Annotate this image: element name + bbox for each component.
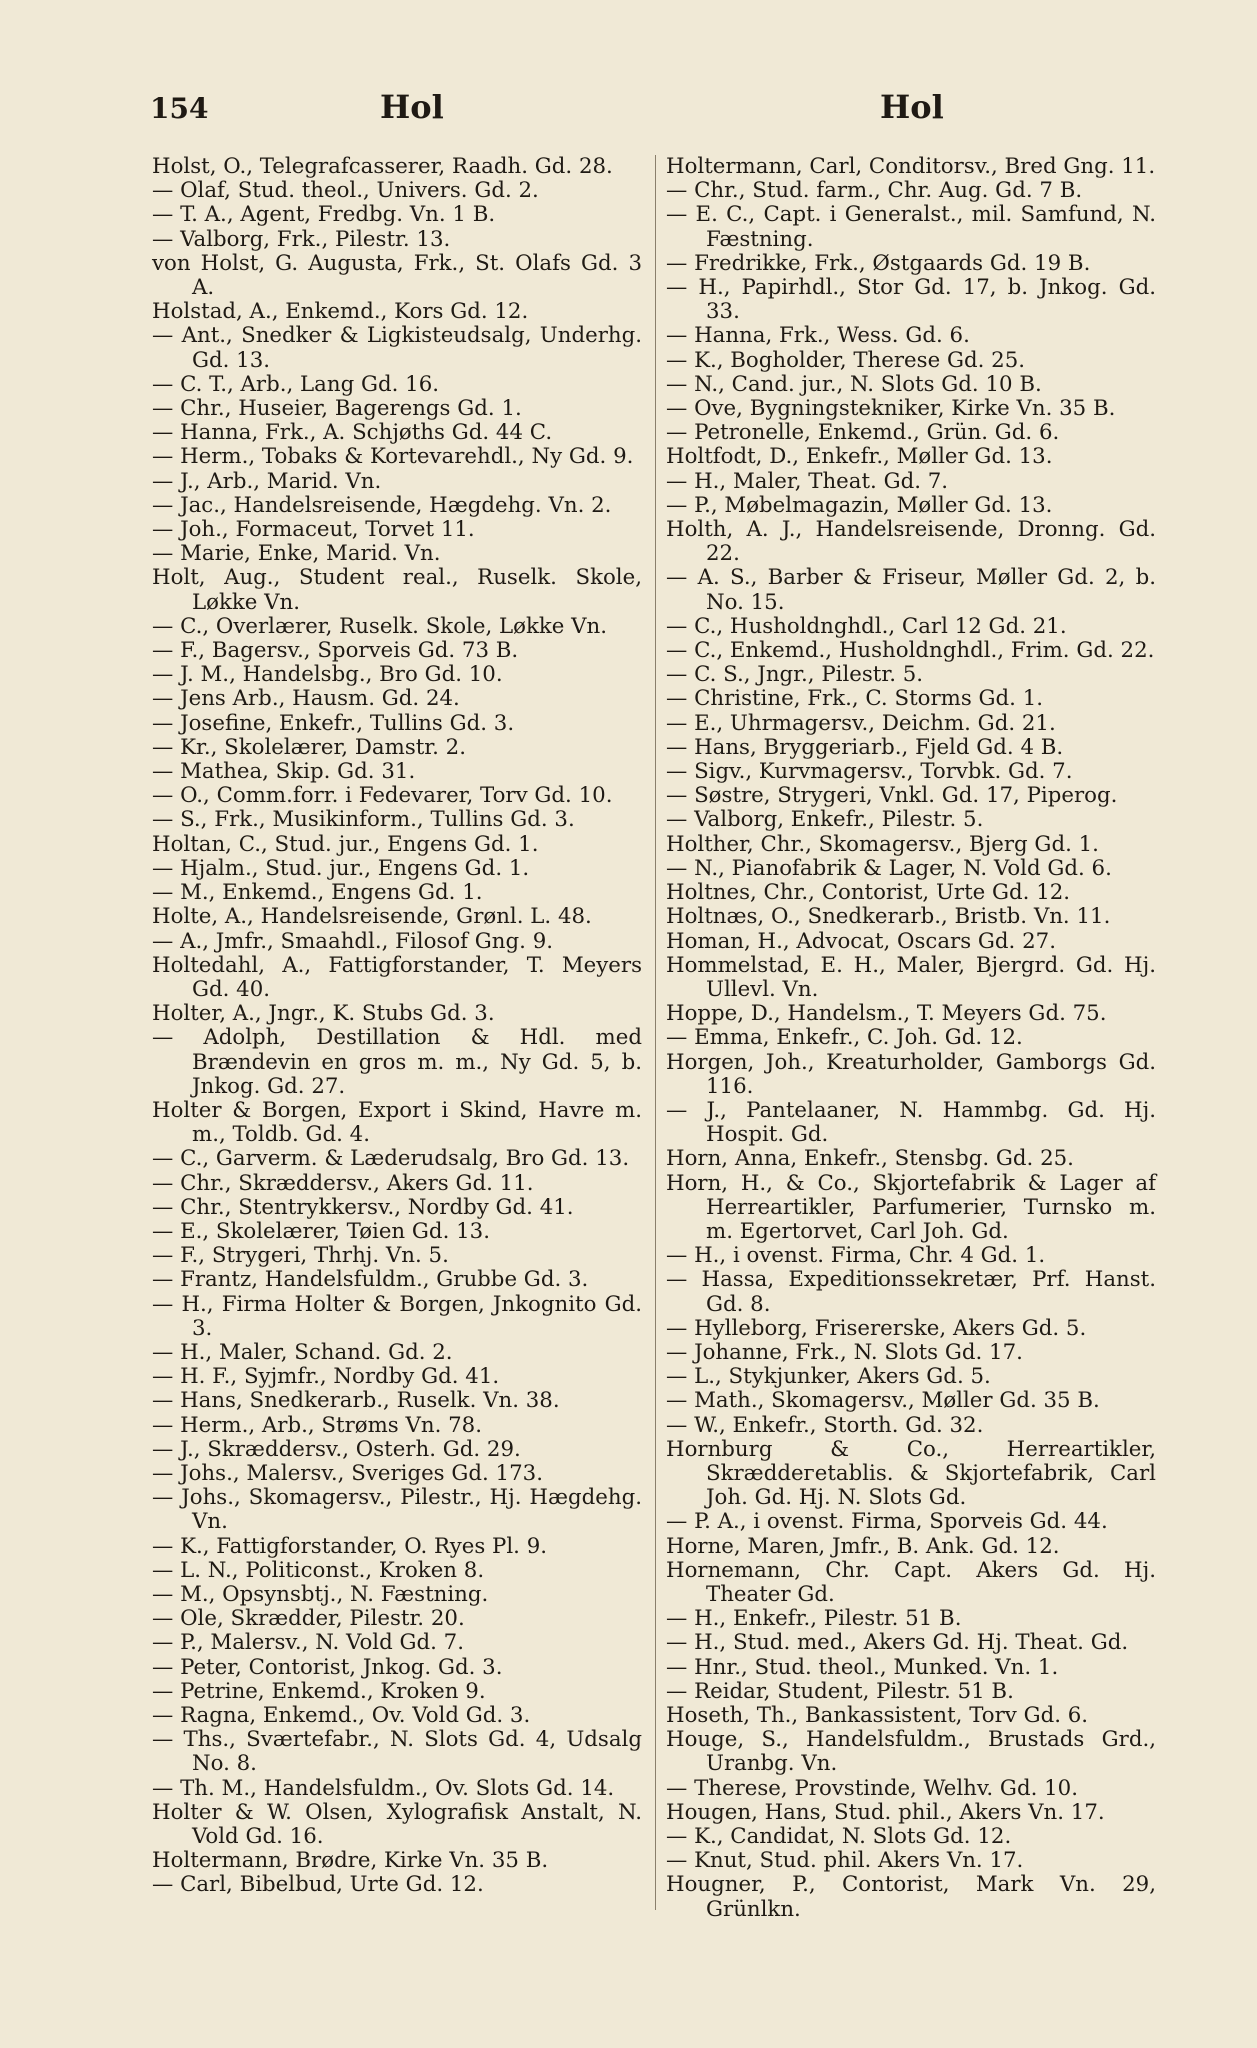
directory-entry: — P., Malersv., N. Vold Gd. 7. — [152, 1630, 465, 1656]
directory-entry: — Fredrikke, Frk., Østgaards Gd. 19 B. — [666, 250, 1091, 276]
directory-entry: Hornemann, Chr. Capt. Akers Gd. Hj. Theater Gd. — [666, 1557, 1156, 1607]
directory-entry: — M., Opsynsbtj., N. Fæstning. — [152, 1581, 489, 1607]
directory-entry: — S., Frk., Musikinform., Tullins Gd. 3. — [152, 807, 575, 833]
directory-entry: — Therese, Provstinde, Welhv. Gd. 10. — [666, 1775, 1078, 1801]
directory-entry: Horn, H., & Co., Skjortefabrik & Lager af Herreartikler, Parfumerier, Turnsko m. m. Egertorvet, Carl Joh. Gd. — [666, 1170, 1156, 1244]
directory-entry: — Herm., Tobaks & Kortevarehdl., Ny Gd. 9. — [152, 444, 634, 470]
running-head-right: Hol — [880, 88, 944, 126]
directory-entry: — E. C., Capt. i Generalst., mil. Samfund, N. Fæstning. — [666, 202, 1156, 252]
right-column — [666, 155, 1156, 1922]
directory-entry: — N., Pianofabrik & Lager, N. Vold Gd. 6. — [666, 855, 1112, 881]
directory-entry: — Valborg, Enkefr., Pilestr. 5. — [666, 807, 984, 833]
directory-entry: — O., Comm.forr. i Fedevarer, Torv Gd. 10. — [152, 783, 613, 809]
directory-entry: Holther, Chr., Skomagersv., Bjerg Gd. 1. — [666, 831, 1099, 857]
directory-entry: — H., Maler, Schand. Gd. 2. — [152, 1339, 453, 1365]
directory-entry: — H., Maler, Theat. Gd. 7. — [666, 468, 949, 494]
directory-entry: — H. F., Syjmfr., Nordby Gd. 41. — [152, 1364, 500, 1390]
directory-entry: — Johs., Skomagersv., Pilestr., Hj. Hægdehg. Vn. — [152, 1485, 642, 1535]
directory-entry: — E., Skolelærer, Tøien Gd. 13. — [152, 1218, 490, 1244]
directory-entry: — Christine, Frk., C. Storms Gd. 1. — [666, 686, 1044, 712]
directory-entry: — Chr., Stentrykkersv., Nordby Gd. 41. — [152, 1194, 574, 1220]
directory-entry: — Jens Arb., Hausm. Gd. 24. — [152, 686, 460, 712]
directory-entry: — Hanna, Frk., A. Schjøths Gd. 44 C. — [152, 420, 553, 446]
directory-entry: — J., Arb., Marid. Vn. — [152, 468, 382, 494]
directory-entry: Holtfodt, D., Enkefr., Møller Gd. 13. — [666, 444, 1053, 470]
directory-entry: — F., Strygeri, Thrhj. Vn. 5. — [152, 1243, 449, 1269]
directory-entry: — H., Papirhdl., Stor Gd. 17, b. Jnkog. Gd. 33. — [666, 275, 1156, 325]
directory-entry: — Olaf, Stud. theol., Univers. Gd. 2. — [152, 178, 539, 204]
directory-entry: — Hassa, Expeditionssekretær, Prf. Hanst. Gd. 8. — [666, 1267, 1156, 1317]
directory-entry: — Marie, Enke, Marid. Vn. — [152, 541, 441, 567]
directory-entry: Holte, A., Handelsreisende, Grønl. L. 48. — [152, 904, 592, 930]
directory-entry: Holter, A., Jngr., K. Stubs Gd. 3. — [152, 1001, 495, 1027]
directory-entry: Holtermann, Brødre, Kirke Vn. 35 B. — [152, 1848, 549, 1874]
directory-entry: Horne, Maren, Jmfr., B. Ank. Gd. 12. — [666, 1533, 1060, 1559]
directory-entry: — H., i ovenst. Firma, Chr. 4 Gd. 1. — [666, 1243, 1046, 1269]
directory-entry: Hommelstad, E. H., Maler, Bjergrd. Gd. Hj. Ullevl. Vn. — [666, 952, 1156, 1002]
directory-entry: — Søstre, Strygeri, Vnkl. Gd. 17, Piperog. — [666, 783, 1118, 809]
directory-entry: — C. S., Jngr., Pilestr. 5. — [666, 662, 924, 688]
directory-entry: — L., Stykjunker, Akers Gd. 5. — [666, 1364, 991, 1390]
directory-entry: — A., Jmfr., Smaahdl., Filosof Gng. 9. — [152, 928, 554, 954]
directory-entry: — Johs., Malersv., Sveriges Gd. 173. — [152, 1460, 543, 1486]
directory-entry: — Ant., Snedker & Ligkistеudsalg, Underhg. Gd. 13. — [152, 323, 642, 373]
directory-entry: — N., Cand. jur., N. Slots Gd. 10 B. — [666, 371, 1042, 397]
directory-entry: — C. T., Arb., Lang Gd. 16. — [152, 371, 440, 397]
directory-entry: — H., Firma Holter & Borgen, Jnkognito Gd. 3. — [152, 1291, 642, 1341]
directory-entry: Hoppe, D., Handelsm., T. Meyers Gd. 75. — [666, 1001, 1107, 1027]
directory-entry: — M., Enkemd., Engens Gd. 1. — [152, 880, 483, 906]
directory-entry: — F., Bagersv., Sporveis Gd. 73 B. — [152, 638, 519, 664]
directory-entry: von Holst, G. Augusta, Frk., St. Olafs Gd. 3 A. — [152, 250, 642, 301]
directory-entry: Holtnæs, O., Snedkerarb., Bristb. Vn. 11. — [666, 904, 1111, 930]
directory-entry: Holth, A. J., Handelsreisende, Dronng. Gd. 22. — [666, 517, 1156, 567]
directory-entry: — E., Uhrmagersv., Deichm. Gd. 21. — [666, 710, 1056, 736]
directory-entry: Horgen, Joh., Kreaturholder, Gamborgs Gd. 116. — [666, 1049, 1156, 1099]
directory-entry: — Johanne, Frk., N. Slots Gd. 17. — [666, 1339, 1023, 1365]
directory-entry: Holt, Aug., Student real., Ruselk. Skole, Løkke Vn. — [152, 565, 642, 615]
running-head-left: Hol — [380, 88, 444, 126]
directory-entry: Houge, S., Handelsfuldm., Brustads Grd., Uranbg. Vn. — [666, 1727, 1156, 1777]
directory-entry: — Ove, Bygningstekniker, Kirke Vn. 35 B. — [666, 396, 1116, 422]
directory-entry: — Carl, Bibelbud, Urte Gd. 12. — [152, 1872, 484, 1898]
directory-entry: — H., Enkefr., Pilestr. 51 B. — [666, 1606, 962, 1632]
directory-entry: — Chr., Skræddersv., Akers Gd. 11. — [152, 1170, 534, 1196]
directory-entry: Holter & Borgen, Export i Skind, Havre m. m., Toldb. Gd. 4. — [152, 1097, 642, 1148]
directory-entry: — P., Møbelmagazin, Møller Gd. 13. — [666, 492, 1053, 518]
directory-entry: — Hanna, Frk., Wess. Gd. 6. — [666, 323, 970, 349]
directory-entry: — Petrine, Enkemd., Kroken 9. — [152, 1678, 486, 1704]
directory-entry: — Ths., Sværtefabr., N. Slots Gd. 4, Udsalg No. 8. — [152, 1727, 642, 1777]
directory-entry: — Math., Skomagersv., Møller Gd. 35 B. — [666, 1388, 1100, 1414]
directory-entry: — L. N., Politiconst., Kroken 8. — [152, 1557, 485, 1583]
directory-entry: — Petronelle, Enkemd., Grün. Gd. 6. — [666, 420, 1060, 446]
directory-entry: — K., Candidat, N. Slots Gd. 12. — [666, 1824, 1012, 1850]
directory-entry: — Jac., Handelsreisende, Hægdehg. Vn. 2. — [152, 492, 612, 518]
directory-entry: — Hans, Bryggeriarb., Fjeld Gd. 4 B. — [666, 734, 1064, 760]
directory-entry: — K., Fattigforstander, O. Ryes Pl. 9. — [152, 1533, 548, 1559]
directory-entry: — T. A., Agent, Fredbg. Vn. 1 B. — [152, 202, 496, 228]
directory-entry: — Josefine, Enkefr., Tullins Gd. 3. — [152, 710, 515, 736]
directory-entry: — Herm., Arb., Strøms Vn. 78. — [152, 1412, 482, 1438]
directory-entry: Homan, H., Advocat, Oscars Gd. 27. — [666, 928, 1056, 954]
directory-entry: — A. S., Barber & Friseur, Møller Gd. 2, b. No. 15. — [666, 565, 1156, 615]
directory-entry: — Sigv., Kurvmagersv., Torvbk. Gd. 7. — [666, 759, 1073, 785]
directory-entry: — Adolph, Destillation & Hdl. med Brændevin en gros m. m., Ny Gd. 5, b. Jnkog. Gd. 27. — [152, 1025, 642, 1099]
directory-entry: — K., Bogholder, Therese Gd. 25. — [666, 347, 1026, 373]
directory-entry: — C., Enkemd., Husholdnghdl., Frim. Gd. 22. — [666, 638, 1155, 664]
directory-entry: Holtnes, Chr., Contorist, Urte Gd. 12. — [666, 880, 1071, 906]
directory-entry: — J. M., Handelsbg., Bro Gd. 10. — [152, 662, 503, 688]
directory-entry: — Hnr., Stud. theol., Munked. Vn. 1. — [666, 1654, 1059, 1680]
directory-entry: — Frantz, Handelsfuldm., Grubbe Gd. 3. — [152, 1267, 589, 1293]
directory-entry: — Hans, Snedkerarb., Ruselk. Vn. 38. — [152, 1388, 560, 1414]
directory-entry: — Ole, Skrædder, Pilestr. 20. — [152, 1606, 465, 1632]
directory-entry: Holtan, C., Stud. jur., Engens Gd. 1. — [152, 831, 539, 857]
directory-entry: — Knut, Stud. phil. Akers Vn. 17. — [666, 1848, 1024, 1874]
directory-entry: — Valborg, Frk., Pilestr. 13. — [152, 226, 451, 252]
left-column — [152, 155, 642, 1898]
directory-entry: — C., Garverm. & Læderudsalg, Bro Gd. 13. — [152, 1146, 630, 1172]
directory-entry: — Chr., Huseier, Bagerengs Gd. 1. — [152, 396, 522, 422]
directory-entry: — J., Skræddersv., Osterh. Gd. 29. — [152, 1436, 521, 1462]
column-divider — [655, 155, 656, 1910]
directory-entry: — C., Husholdnghdl., Carl 12 Gd. 21. — [666, 613, 1067, 639]
directory-entry: — C., Overlærer, Ruselk. Skole, Løkke Vn. — [152, 613, 608, 639]
directory-entry: — Kr., Skolelærer, Damstr. 2. — [152, 734, 467, 760]
directory-entry: — P. A., i ovenst. Firma, Sporveis Gd. 44. — [666, 1509, 1108, 1535]
directory-entry: Holter & W. Olsen, Xylografisk Anstalt, N. Vold Gd. 16. — [152, 1799, 642, 1850]
directory-entry: — J., Pantelaaner, N. Hammbg. Gd. Hj. Hospit. Gd. — [666, 1097, 1156, 1148]
directory-entry: — Peter, Contorist, Jnkog. Gd. 3. — [152, 1654, 503, 1680]
directory-entry: Holst, O., Telegrafcasserer, Raadh. Gd. 28. — [152, 154, 613, 179]
directory-entry: — W., Enkefr., Storth. Gd. 32. — [666, 1412, 984, 1438]
directory-entry: — Mathea, Skip. Gd. 31. — [152, 759, 416, 785]
directory-entry: — Th. M., Handelsfuldm., Ov. Slots Gd. 14. — [152, 1775, 615, 1801]
directory-entry: — H., Stud. med., Akers Gd. Hj. Theat. Gd. — [666, 1630, 1129, 1656]
directory-entry: Hougen, Hans, Stud. phil., Akers Vn. 17. — [666, 1799, 1105, 1825]
directory-entry: — Emma, Enkefr., C. Joh. Gd. 12. — [666, 1025, 1023, 1051]
directory-entry: Holtermann, Carl, Conditorsv., Bred Gng. 11. — [666, 154, 1156, 179]
page-number: 154 — [150, 92, 209, 125]
directory-entry: Hoseth, Th., Bankassistent, Torv Gd. 6. — [666, 1703, 1089, 1728]
directory-entry: Holtedahl, A., Fattigforstander, T. Meyers Gd. 40. — [152, 952, 642, 1002]
directory-entry: — Hylleborg, Frisererske, Akers Gd. 5. — [666, 1315, 1087, 1341]
directory-entry: — Joh., Formaceut, Torvet 11. — [152, 517, 475, 543]
directory-entry: — Ragna, Enkemd., Ov. Vold Gd. 3. — [152, 1703, 531, 1728]
directory-entry: — Reidar, Student, Pilestr. 51 B. — [666, 1678, 1014, 1704]
directory-entry: Hornburg & Co., Herreartikler, Skræddeгetablis. & Skjortefabrik, Carl Joh. Gd. Hj. N. Slots Gd. — [666, 1436, 1156, 1511]
directory-entry: Holstad, A., Enkemd., Kors Gd. 12. — [152, 299, 529, 325]
directory-entry: — Hjalm., Stud. jur., Engens Gd. 1. — [152, 855, 530, 881]
directory-entry: — Chr., Stud. farm., Chr. Aug. Gd. 7 B. — [666, 178, 1083, 204]
directory-entry: Hougner, P., Contorist, Mark Vn. 29, Grünlkn. — [666, 1872, 1156, 1922]
directory-entry: Horn, Anna, Enkefr., Stensbg. Gd. 25. — [666, 1146, 1074, 1172]
